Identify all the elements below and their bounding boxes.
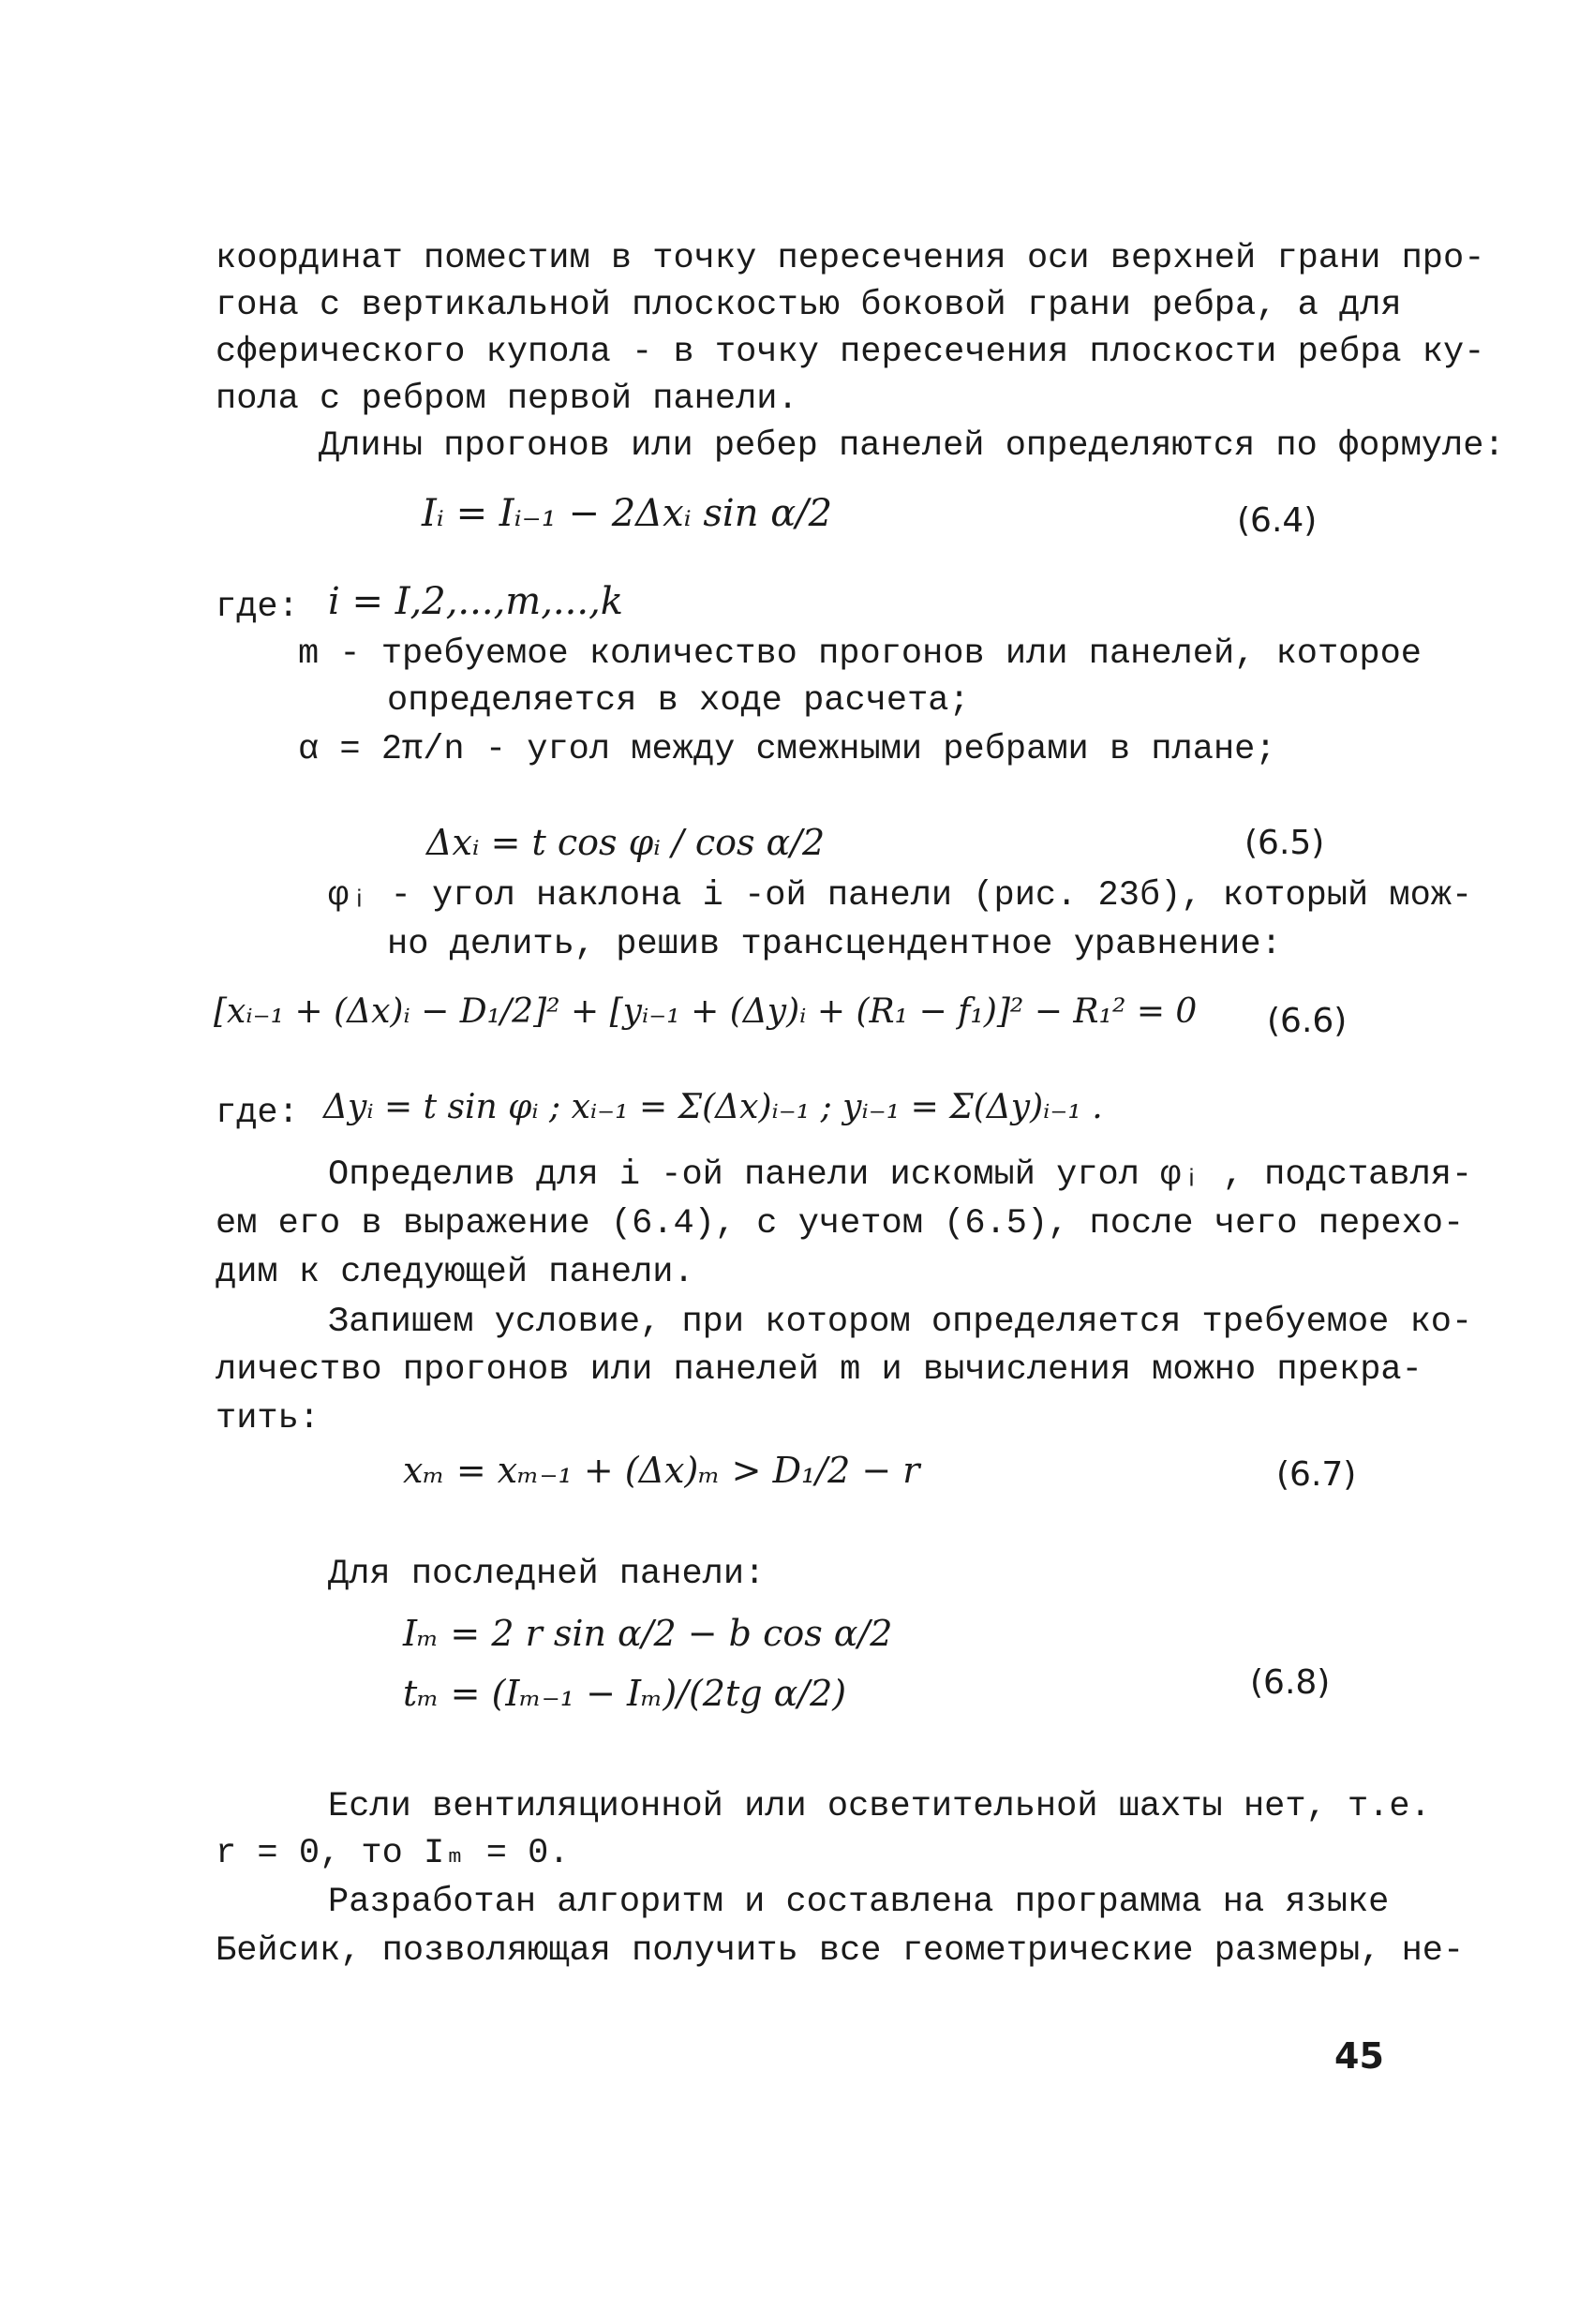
- equation-6-5: Δxᵢ = t cos φᵢ / cos α/2: [426, 822, 826, 863]
- text-line: r = 0, то Iₘ = 0.: [216, 1834, 570, 1873]
- text-line: Если вентиляционной или осветительной шахты нет, т.е.: [328, 1787, 1431, 1826]
- text-line: Для последней панели:: [328, 1555, 766, 1594]
- text-line: сферического купола - в точку пересечения плоскости ребра ку-: [216, 333, 1485, 372]
- equation-6-8-line2: tₘ = (Iₘ₋₁ − Iₘ)/(2tg α/2): [403, 1673, 847, 1714]
- sum-definitions: Δyᵢ = t sin φᵢ ; xᵢ₋₁ = Σ(Δx)ᵢ₋₁ ; yᵢ₋₁ = Σ(Δy)ᵢ₋₁ .: [323, 1088, 1103, 1126]
- equation-6-6: [xᵢ₋₁ + (Δx)ᵢ − D₁/2]² + [yᵢ₋₁ + (Δy)ᵢ + (R₁ − f₁)]² − R₁² = 0: [214, 992, 1198, 1031]
- equation-number: (6.7): [1276, 1455, 1357, 1494]
- equation-number: (6.8): [1250, 1663, 1331, 1702]
- equation-6-7: xₘ = xₘ₋₁ + (Δx)ₘ > D₁/2 − r: [403, 1450, 920, 1491]
- text-line: ем его в выражение (6.4), с учетом (6.5), после чего перехо-: [216, 1204, 1465, 1244]
- text-line: координат поместим в точку пересечения оси верхней грани про-: [216, 239, 1485, 278]
- text-line: Длины прогонов или ребер панелей определяются по формуле:: [319, 426, 1505, 466]
- text-line: но делить, решив трансцендентное уравнение:: [387, 925, 1282, 964]
- text-line: Бейсик, позволяющая получить все геометрические размеры, не-: [216, 1931, 1465, 1971]
- equation-6-8-line1: Iₘ = 2 r sin α/2 − b cos α/2: [403, 1613, 893, 1654]
- equation-number: (6.6): [1267, 1002, 1348, 1040]
- text-line: Определив для i -ой панели искомый угол φᵢ , подставля-: [328, 1155, 1473, 1195]
- text-line: пола с ребром первой панели.: [216, 380, 798, 419]
- text-line: Разработан алгоритм и составлена программа на языке: [328, 1883, 1390, 1922]
- text-line: личество прогонов или панелей m и вычисления можно прекра-: [216, 1350, 1423, 1390]
- text-line: определяется в ходе расчета;: [387, 681, 970, 721]
- equation-number: (6.4): [1237, 501, 1318, 540]
- text-line: α = 2π/n - угол между смежными ребрами в плане;: [298, 730, 1276, 769]
- text-line: тить:: [216, 1399, 320, 1438]
- text-line: φᵢ - угол наклона i -ой панели (рис. 23б), который мож-: [328, 876, 1473, 916]
- where-label: где:: [216, 588, 299, 627]
- text-line: Запишем условие, при котором определяется требуемое ко-: [328, 1303, 1473, 1342]
- equation-number: (6.5): [1244, 824, 1325, 862]
- text-line: гона с вертикальной плоскостью боковой грани ребра, а для: [216, 286, 1402, 325]
- text-line: дим к следующей панели.: [216, 1253, 694, 1292]
- where-label: где:: [216, 1094, 299, 1133]
- page-number: 45: [1334, 2035, 1384, 2077]
- index-range: i = I,2,...,m,...,k: [328, 580, 624, 623]
- text-line: m - требуемое количество прогонов или панелей, которое: [298, 634, 1422, 674]
- equation-6-4: Iᵢ = Iᵢ₋₁ − 2Δxᵢ sin α/2: [422, 492, 833, 535]
